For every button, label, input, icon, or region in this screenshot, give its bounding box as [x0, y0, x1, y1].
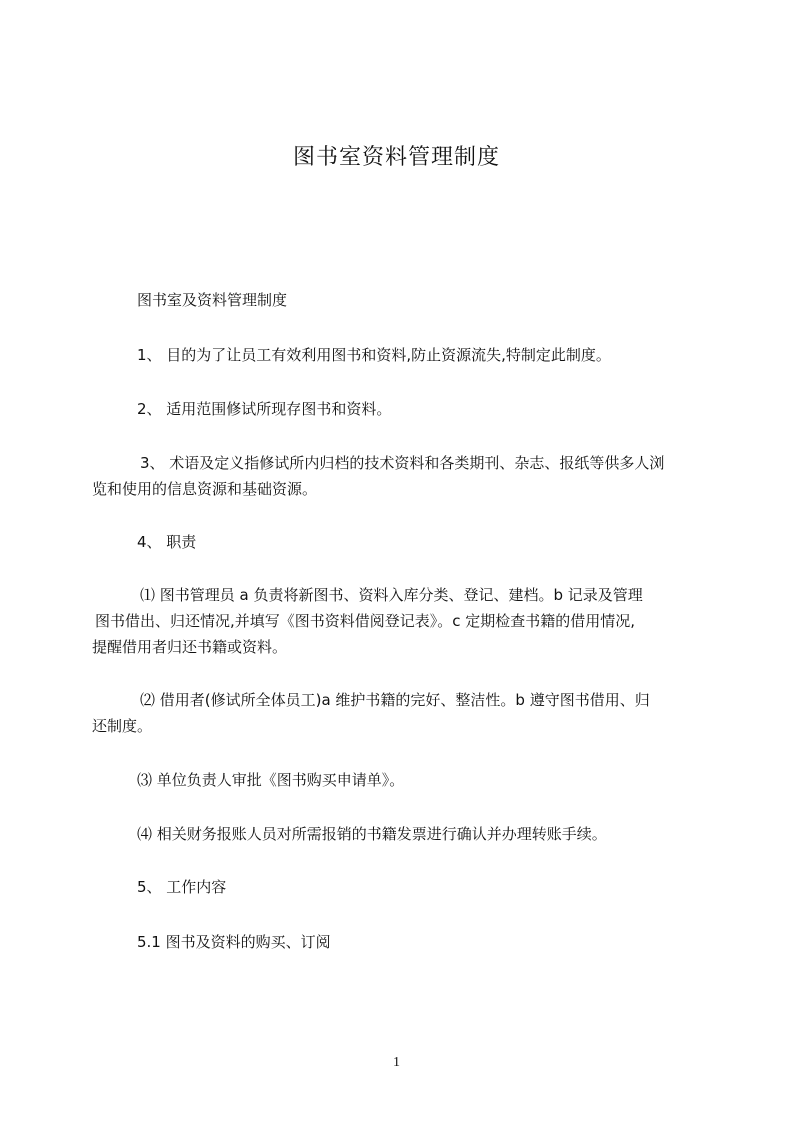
- paragraph-4-4: ⑷ 相关财务报账人员对所需报销的书籍发票进行确认并办理转账手续。: [137, 825, 607, 843]
- paragraph-4-1-line-3: 提醒借用者归还书籍或资料。: [92, 638, 288, 656]
- paragraph-3-line-2: 览和使用的信息资源和基础资源。: [92, 480, 318, 498]
- paragraph-5: 5、 工作内容: [137, 878, 227, 896]
- paragraph-3-line-1: 3、 术语及定义指修试所内归档的技术资料和各类期刊、杂志、报纸等供多人浏: [140, 454, 665, 472]
- paragraph-4-1-line-2: 图书借出、归还情况,并填写《图书资料借阅登记表》。c 定期检查书籍的借用情况,: [95, 612, 636, 630]
- paragraph-4-3: ⑶ 单位负责人审批《图书购买申请单》。: [137, 771, 405, 789]
- page-title: 图书室资料管理制度: [292, 145, 500, 170]
- paragraph-4-1-line-1: ⑴ 图书管理员 a 负责将新图书、资料入库分类、登记、建档。b 记录及管理: [140, 586, 643, 604]
- paragraph-4-2-line-2: 还制度。: [92, 717, 153, 735]
- page-number: 1: [393, 1055, 400, 1070]
- subtitle: 图书室及资料管理制度: [137, 291, 288, 309]
- paragraph-4-2-line-1: ⑵ 借用者(修试所全体员工)a 维护书籍的完好、整洁性。b 遵守图书借用、归: [140, 691, 650, 709]
- paragraph-1: 1、 目的为了让员工有效利用图书和资料,防止资源流失,特制定此制度。: [137, 346, 611, 364]
- paragraph-2: 2、 适用范围修试所现存图书和资料。: [137, 400, 392, 418]
- paragraph-4: 4、 职责: [137, 533, 197, 551]
- paragraph-5-1: 5.1 图书及资料的购买、订阅: [137, 933, 331, 951]
